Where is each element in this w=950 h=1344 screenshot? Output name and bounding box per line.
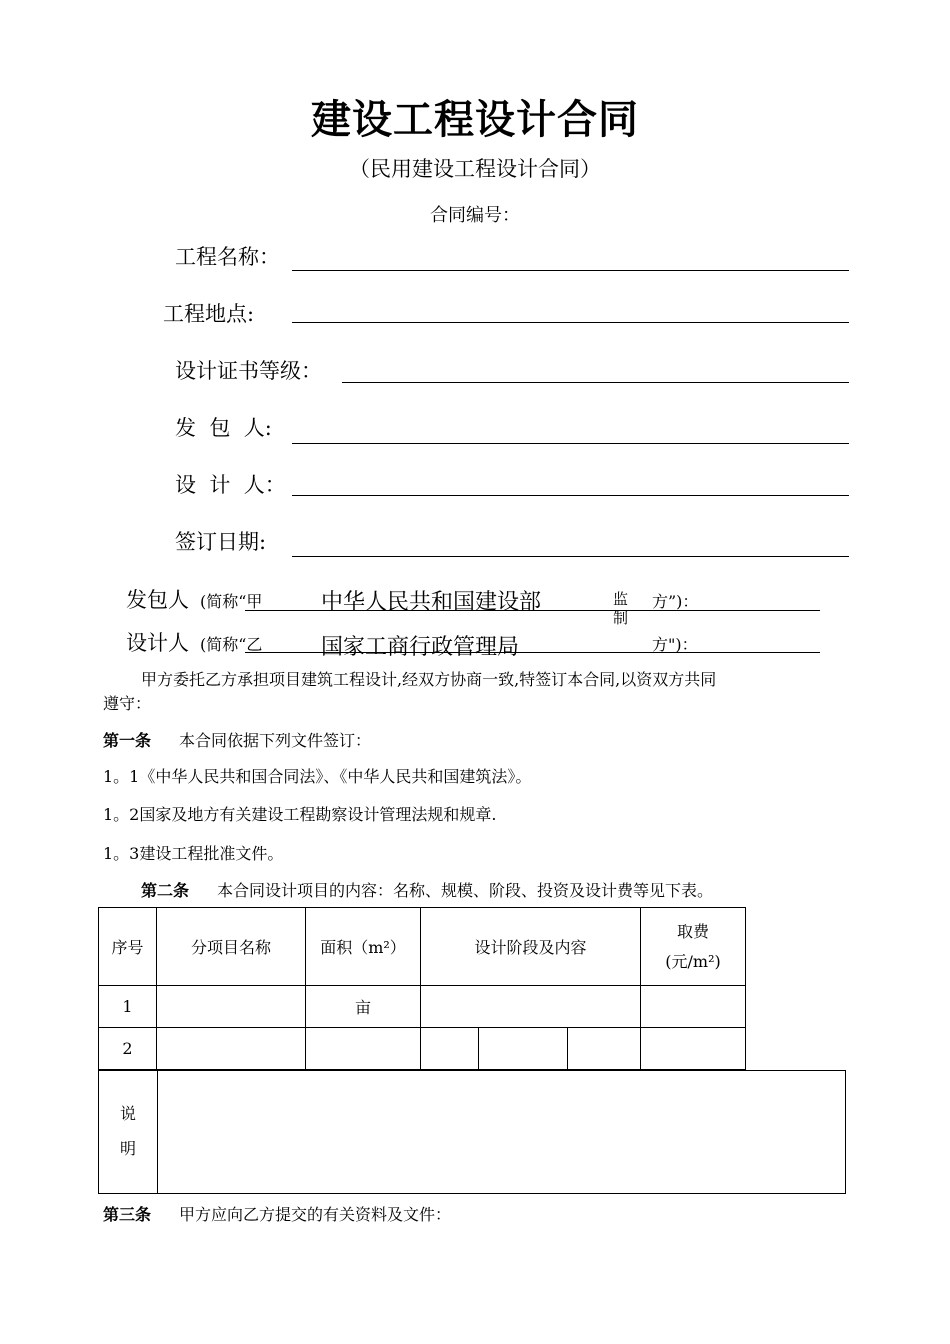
client-role-label: 发包人 (126, 588, 189, 612)
intro-line-1: 甲方委托乙方承担项目建筑工程设计,经双方协商一致,特签订本合同,以资双方共同 (141, 670, 717, 689)
header-fee-line-2: (元/m²) (665, 951, 721, 971)
row-1-design-stage[interactable] (421, 986, 641, 1028)
field-label-certificate-grade: 设计证书等级： (175, 359, 322, 383)
header-fee-line-1: 取费 (676, 921, 709, 941)
article-1-item-2: 1。2国家及地方有关建设工程勘察设计管理法规和规章. (103, 805, 497, 824)
field-line-certificate-grade[interactable] (342, 382, 849, 383)
row-2-stage-cell-3[interactable] (568, 1028, 641, 1070)
designer-role-label: 设计人 (126, 631, 189, 655)
field-label-project-location: 工程地点: (163, 302, 255, 326)
field-line-project-location[interactable] (292, 322, 849, 323)
header-area: 面积（m²） (306, 908, 421, 986)
header-fee (641, 908, 746, 986)
row-2-stage-cell-2[interactable] (479, 1028, 568, 1070)
designer-abbr-open: (简称“乙 (200, 635, 263, 654)
client-abbr-open: (简称“甲 (200, 592, 263, 611)
field-label-project-name: 工程名称： (175, 245, 280, 269)
field-label-client: 发 包 人: (175, 416, 272, 440)
designer-organization-name: 国家工商行政管理局 (321, 635, 520, 660)
supervision-stamp-text: 监制 (613, 590, 629, 627)
table-header-row (99, 908, 746, 986)
row-1-fee[interactable] (641, 986, 746, 1028)
field-label-designer: 设 计 人： (175, 473, 286, 497)
client-organization-name: 中华人民共和国建设部 (321, 590, 542, 615)
field-label-sign-date: 签订日期: (175, 530, 267, 554)
field-line-designer[interactable] (292, 495, 849, 496)
contract-number-label: 合同编号： (430, 205, 520, 226)
article-2-heading: 第二条 (141, 881, 190, 900)
intro-line-2: 遵守： (103, 694, 152, 713)
article-2-text: 本合同设计项目的内容：名称、规模、阶段、投资及设计费等见下表。 (217, 881, 714, 900)
document-subtitle: （民用建设工程设计合同） (349, 157, 601, 181)
row-2-no: 2 (99, 1028, 157, 1070)
row-2-fee[interactable] (641, 1028, 746, 1070)
field-line-project-name[interactable] (292, 270, 849, 271)
notes-label (99, 1071, 158, 1193)
article-3-heading: 第三条 (103, 1205, 152, 1224)
design-items-table (98, 907, 746, 1070)
notes-box (98, 1070, 846, 1194)
designer-abbr-close: 方")： (652, 635, 698, 654)
row-2-item-name[interactable] (157, 1028, 306, 1070)
article-1-heading: 第一条 (103, 731, 152, 750)
designer-name-underline[interactable] (245, 652, 820, 653)
article-1-item-3: 1。3建设工程批准文件。 (103, 844, 284, 863)
row-2-stage-cell-1[interactable] (421, 1028, 479, 1070)
row-1-no: 1 (99, 986, 157, 1028)
field-line-sign-date[interactable] (292, 556, 849, 557)
header-design-stage: 设计阶段及内容 (421, 908, 641, 986)
document-title: 建设工程设计合同 (311, 97, 639, 143)
header-no: 序号 (99, 908, 157, 986)
notes-label-char-2: 明 (119, 1139, 136, 1158)
row-2-area[interactable] (306, 1028, 421, 1070)
table-row (99, 986, 746, 1028)
row-1-item-name[interactable] (157, 986, 306, 1028)
notes-label-char-1: 说 (119, 1104, 136, 1123)
field-line-client[interactable] (292, 443, 849, 444)
row-1-area: 亩 (306, 986, 421, 1028)
table-row (99, 1028, 746, 1070)
article-1-item-1: 1。1《中华人民共和国合同法》、《中华人民共和国建筑法》。 (103, 767, 532, 786)
article-3-text: 甲方应向乙方提交的有关资料及文件： (179, 1205, 452, 1224)
client-name-underline[interactable] (245, 610, 820, 611)
article-1-text: 本合同依据下列文件签订： (179, 731, 372, 750)
header-item-name: 分项目名称 (157, 908, 306, 986)
client-abbr-close: 方”)： (652, 592, 699, 611)
